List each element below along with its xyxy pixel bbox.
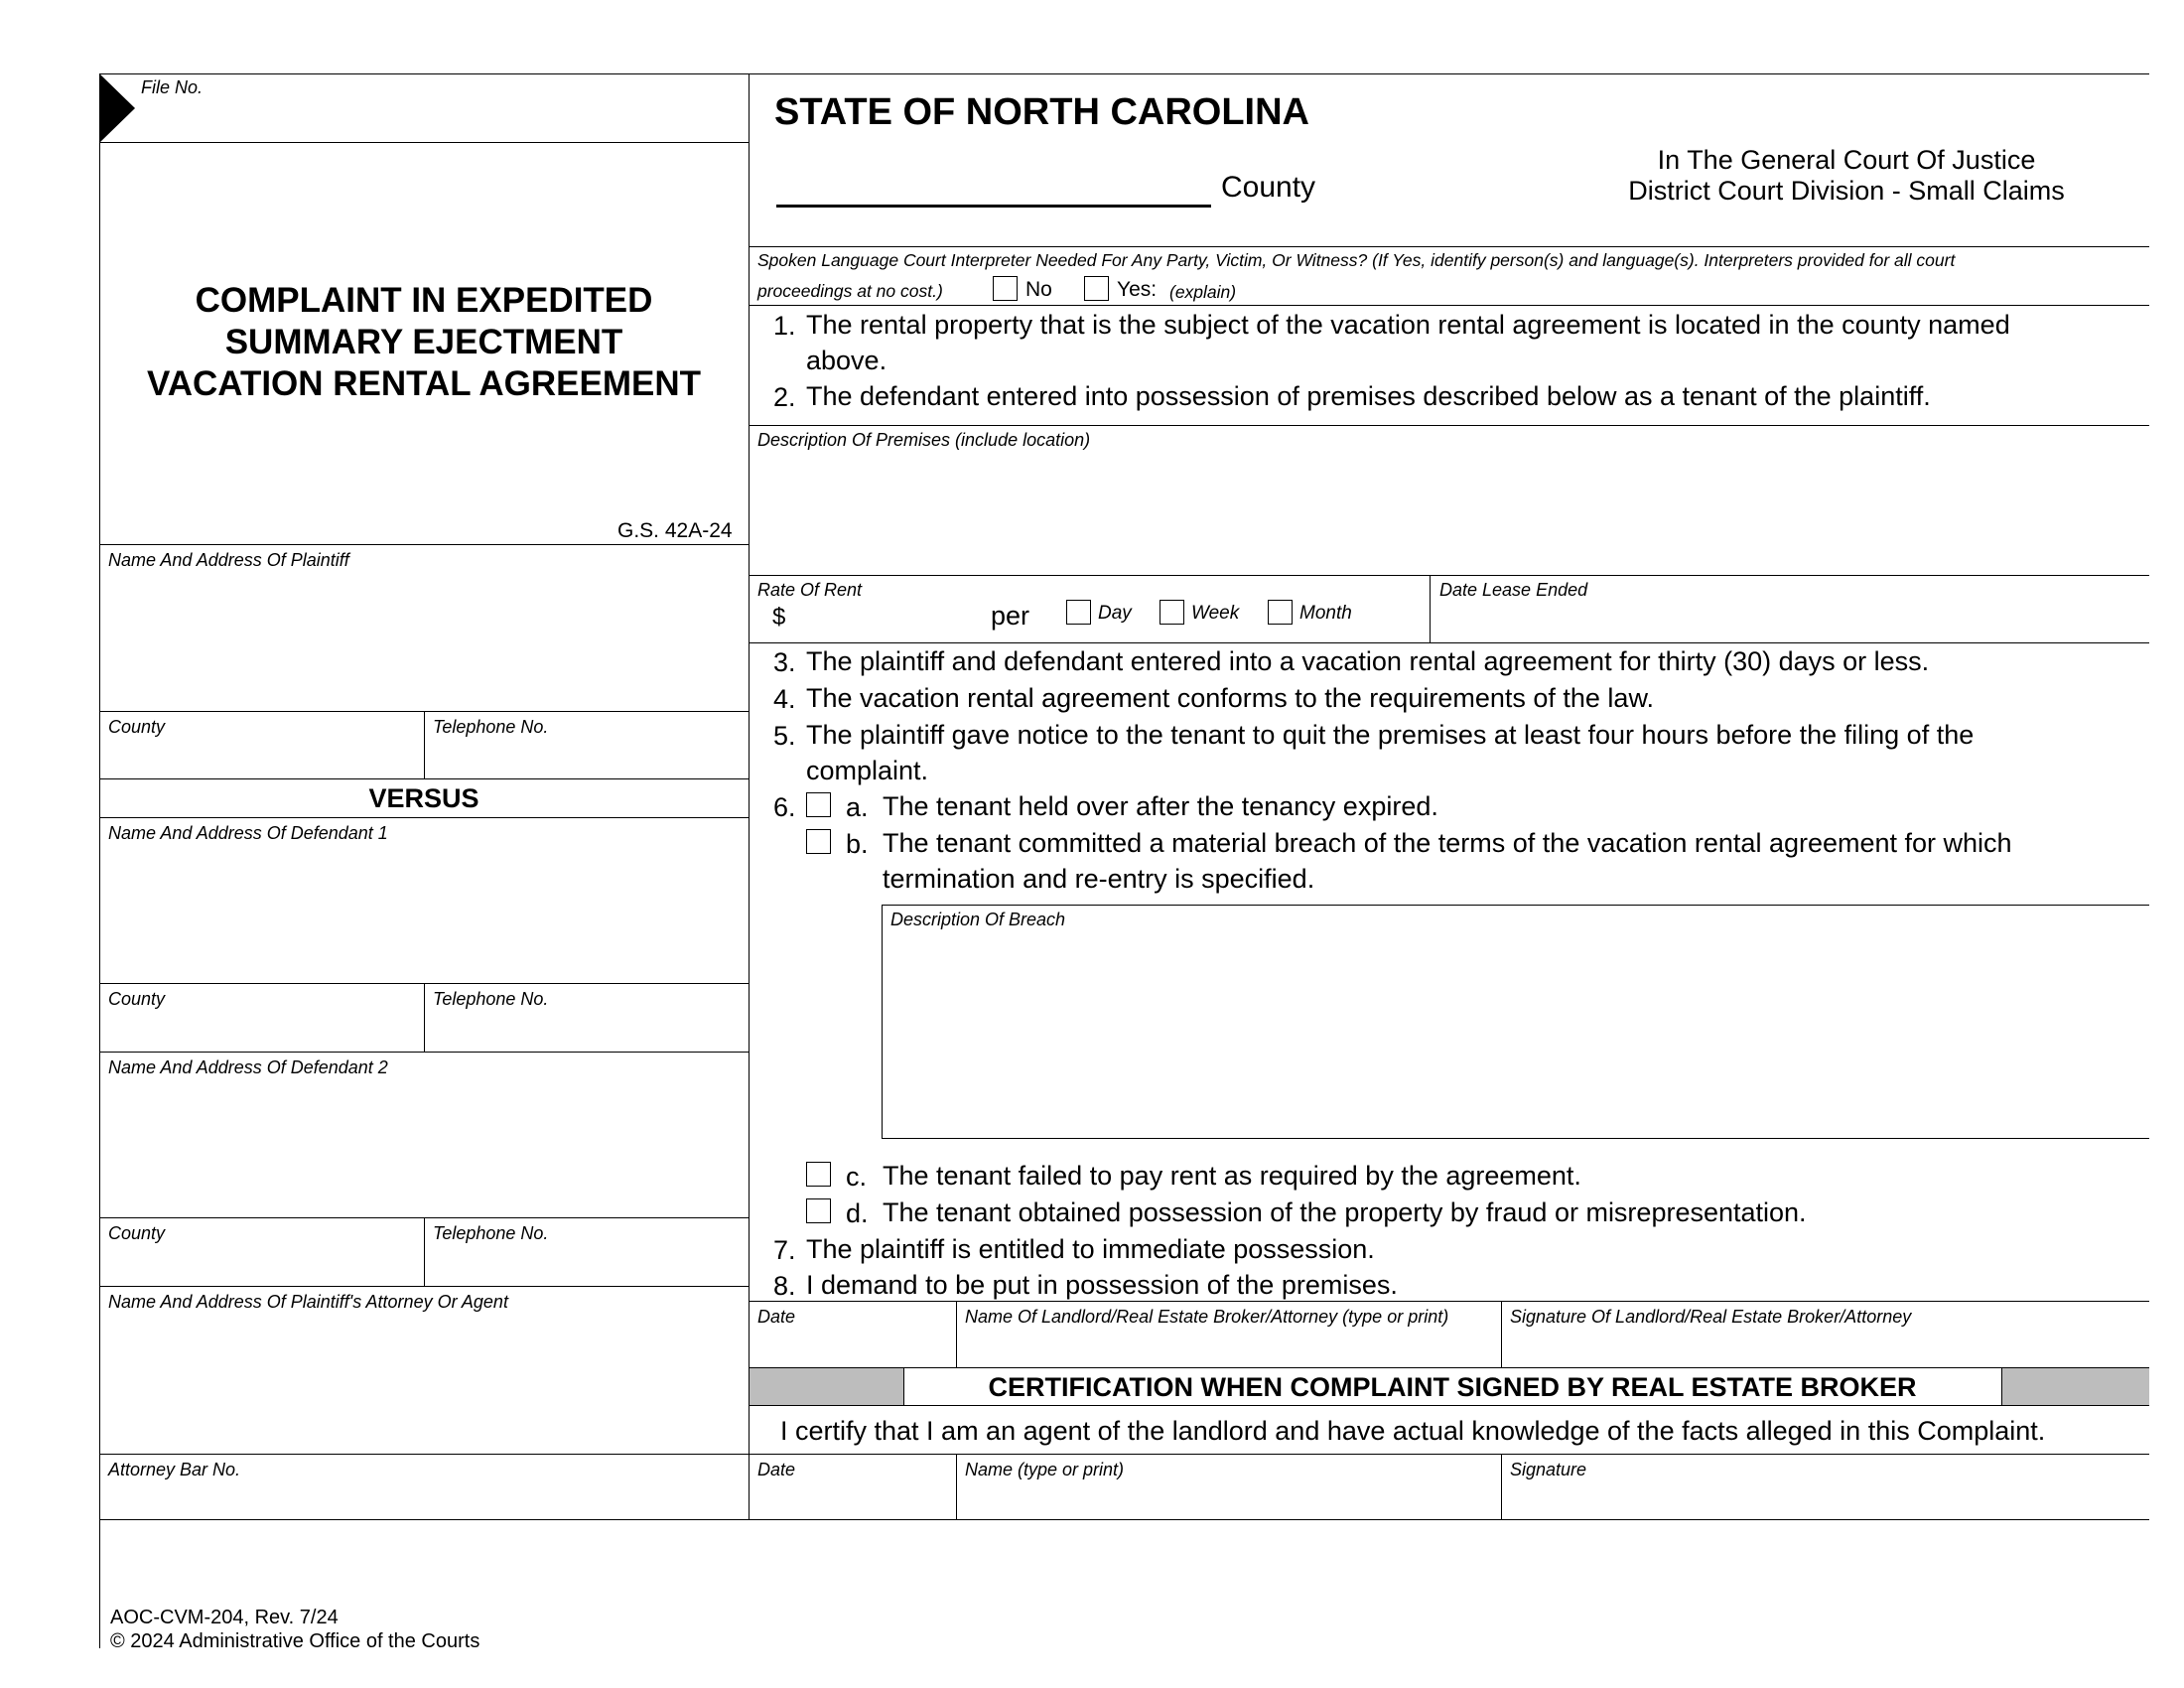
cert-bar-left-shade: [750, 1368, 903, 1405]
rule: [882, 1138, 2149, 1139]
defendant-2-telephone-input[interactable]: [433, 1249, 741, 1279]
rent-week-label: Week: [1191, 603, 1240, 624]
court-line-2: District Court Division - Small Claims: [1628, 176, 2065, 206]
allegation-6d-checkbox[interactable]: [806, 1198, 831, 1223]
form-title-line-3: VACATION RENTAL AGREEMENT: [146, 364, 702, 403]
breach-label: Description Of Breach: [890, 910, 1066, 929]
plaintiff-label: Name And Address Of Plaintiff: [108, 550, 349, 570]
premises-input[interactable]: [757, 457, 2137, 568]
rent-amount-input[interactable]: [794, 604, 983, 633]
cert-signature-field[interactable]: [1510, 1485, 2135, 1515]
certification-text: I certify that I am an agent of the landlord and have actual knowledge of the facts alleged in this Complaint.: [780, 1416, 2046, 1446]
cert-date-label: Date: [757, 1460, 796, 1479]
rule: [749, 1454, 2149, 1455]
rule: [749, 1367, 2149, 1368]
breach-input[interactable]: [890, 937, 2136, 1131]
file-no-arrow-icon: [99, 73, 139, 143]
allegation-8-number: 8.: [773, 1271, 796, 1301]
allegation-6d: The tenant obtained possession of the property by fraud or misrepresentation.: [883, 1197, 1807, 1227]
defendant-2-telephone-label: Telephone No.: [433, 1223, 549, 1243]
allegation-6b-line-1: The tenant committed a material breach of the terms of the vacation rental agreement for which: [883, 828, 2012, 858]
defendant-1-county-input[interactable]: [108, 1015, 416, 1045]
allegation-5-line-1: The plaintiff gave notice to the tenant to quit the premises at least four hours before the filing of the: [806, 720, 1975, 750]
rent-month-checkbox[interactable]: [1268, 600, 1293, 625]
allegation-6b-letter: b.: [846, 829, 869, 859]
cert-name-input[interactable]: [965, 1485, 1491, 1515]
lease-ended-label: Date Lease Ended: [1439, 580, 1588, 600]
signature-date-label: Date: [757, 1307, 796, 1327]
defendant-1-telephone-input[interactable]: [433, 1015, 741, 1045]
allegation-6c-letter: c.: [846, 1162, 868, 1192]
interpreter-no-checkbox[interactable]: [993, 276, 1018, 301]
rule: [749, 305, 2149, 306]
allegation-8: I demand to be put in possession of the premises.: [806, 1270, 1398, 1300]
rule: [1430, 575, 1431, 642]
allegation-6c: The tenant failed to pay rent as required by the agreement.: [883, 1161, 1581, 1191]
rule: [749, 1519, 2149, 1520]
rule: [1501, 1454, 1502, 1519]
center-divider: [749, 73, 750, 1519]
interpreter-no-label: No: [1025, 278, 1052, 301]
allegation-7: The plaintiff is entitled to immediate possession.: [806, 1234, 1375, 1264]
attorney-input[interactable]: [108, 1318, 740, 1447]
rule: [1501, 1301, 1502, 1367]
form-title-line-1: COMPLAINT IN EXPEDITED: [195, 281, 653, 320]
interpreter-yes-label: Yes:: [1117, 278, 1158, 301]
defendant-2-county-input[interactable]: [108, 1249, 416, 1279]
rule: [2001, 1367, 2002, 1405]
bar-no-label: Attorney Bar No.: [108, 1460, 241, 1479]
allegation-6a-checkbox[interactable]: [806, 792, 831, 817]
rule: [99, 1519, 749, 1520]
form-title: [99, 280, 749, 405]
rent-week-checkbox[interactable]: [1160, 600, 1184, 625]
bar-no-input[interactable]: [108, 1485, 740, 1515]
allegation-2: The defendant entered into possession of premises described below as a tenant of the plaintiff.: [806, 381, 1931, 411]
interpreter-yes-checkbox[interactable]: [1084, 276, 1109, 301]
allegation-5-line-2: complaint.: [806, 756, 929, 785]
signature-date-input[interactable]: [757, 1333, 946, 1362]
certification-heading: CERTIFICATION WHEN COMPLAINT SIGNED BY REAL ESTATE BROKER: [988, 1372, 1917, 1402]
rule: [99, 817, 749, 818]
dollar-sign: $: [772, 604, 786, 631]
allegation-3: The plaintiff and defendant entered into a vacation rental agreement for thirty (30) days or less.: [806, 646, 1930, 676]
rent-label: Rate Of Rent: [757, 580, 863, 600]
defendant-1-county-label: County: [108, 989, 166, 1009]
interpreter-yes-note: (explain): [1169, 282, 1237, 302]
copyright: © 2024 Administrative Office of the Courts: [110, 1630, 480, 1652]
rule: [424, 1217, 425, 1286]
allegation-1-line-2: above.: [806, 346, 887, 375]
cert-bar-right-shade: [2001, 1368, 2149, 1405]
interpreter-question: Spoken Language Court Interpreter Needed For Any Party, Victim, Or Witness? (If Yes, identify person(s) and language(s). Interpreters provided for all court: [757, 250, 1956, 270]
file-no-input[interactable]: [298, 99, 715, 135]
top-border: [99, 73, 2149, 74]
premises-label: Description Of Premises (include location): [757, 430, 1091, 450]
rule: [956, 1454, 957, 1519]
rule: [99, 544, 749, 545]
versus-label: VERSUS: [368, 783, 479, 813]
allegation-6b-checkbox[interactable]: [806, 829, 831, 854]
rule: [99, 1052, 749, 1053]
landlord-name-label: Name Of Landlord/Real Estate Broker/Attorney (type or print): [965, 1307, 1449, 1327]
allegation-6c-checkbox[interactable]: [806, 1162, 831, 1187]
court-line-1: In The General Court Of Justice: [1657, 145, 2036, 175]
allegation-2-number: 2.: [773, 382, 796, 412]
plaintiff-telephone-label: Telephone No.: [433, 717, 549, 737]
county-name-input[interactable]: [776, 169, 1209, 203]
allegation-6-number: 6.: [773, 792, 796, 822]
statute-citation: G.S. 42A-24: [617, 519, 733, 542]
rule: [99, 778, 749, 779]
landlord-signature-field[interactable]: [1510, 1333, 2135, 1362]
allegation-5-number: 5.: [773, 721, 796, 751]
rule: [749, 1405, 2149, 1406]
cert-signature-label: Signature: [1510, 1460, 1587, 1479]
attorney-label: Name And Address Of Plaintiff's Attorney Or Agent: [108, 1292, 508, 1312]
allegation-6a-letter: a.: [846, 792, 869, 822]
landlord-signature-label: Signature Of Landlord/Real Estate Broker/Attorney: [1510, 1307, 1912, 1327]
allegation-6a: The tenant held over after the tenancy expired.: [883, 791, 1438, 821]
defendant-2-label: Name And Address Of Defendant 2: [108, 1057, 388, 1077]
lease-ended-input[interactable]: [1439, 606, 2134, 635]
interpreter-question-2: proceedings at no cost.): [757, 281, 943, 301]
allegation-7-number: 7.: [773, 1235, 796, 1265]
plaintiff-input[interactable]: [108, 576, 740, 705]
rule: [956, 1301, 957, 1367]
form-number: AOC-CVM-204, Rev. 7/24: [110, 1607, 339, 1628]
rent-day-checkbox[interactable]: [1066, 600, 1091, 625]
allegation-6d-letter: d.: [846, 1198, 869, 1228]
allegation-4-number: 4.: [773, 684, 796, 714]
rent-day-label: Day: [1098, 603, 1132, 624]
rule: [424, 711, 425, 778]
state-title: STATE OF NORTH CAROLINA: [774, 91, 1309, 133]
cert-name-label: Name (type or print): [965, 1460, 1125, 1479]
defendant-1-telephone-label: Telephone No.: [433, 989, 549, 1009]
allegation-3-number: 3.: [773, 647, 796, 677]
rule: [882, 905, 2149, 906]
allegation-6b-line-2: termination and re-entry is specified.: [883, 864, 1315, 894]
defendant-1-input[interactable]: [108, 849, 740, 976]
rule: [882, 905, 883, 1138]
plaintiff-telephone-input[interactable]: [433, 743, 741, 773]
defendant-1-label: Name And Address Of Defendant 1: [108, 823, 388, 843]
file-no-label: File No.: [141, 77, 204, 97]
allegation-1-line-1: The rental property that is the subject of the vacation rental agreement is located in the county named: [806, 310, 2010, 340]
landlord-name-input[interactable]: [965, 1333, 1491, 1362]
allegation-1-number: 1.: [773, 311, 796, 341]
form-title-line-2: SUMMARY EJECTMENT: [224, 323, 623, 361]
rule: [749, 425, 2149, 426]
cert-date-input[interactable]: [757, 1485, 946, 1515]
defendant-2-input[interactable]: [108, 1083, 740, 1210]
plaintiff-county-label: County: [108, 717, 166, 737]
rule: [99, 142, 749, 143]
plaintiff-county-input[interactable]: [108, 743, 416, 773]
per-label: per: [991, 601, 1030, 631]
rule: [749, 246, 2149, 247]
allegation-4: The vacation rental agreement conforms to the requirements of the law.: [806, 683, 1654, 713]
court-name: [1588, 145, 2105, 207]
rule: [424, 983, 425, 1052]
rule: [99, 1454, 749, 1455]
rule: [99, 1286, 749, 1287]
county-word: County: [1221, 171, 1316, 204]
defendant-2-county-label: County: [108, 1223, 166, 1243]
rule: [749, 575, 2149, 576]
county-underline: [776, 205, 1211, 208]
rent-month-label: Month: [1299, 603, 1352, 624]
